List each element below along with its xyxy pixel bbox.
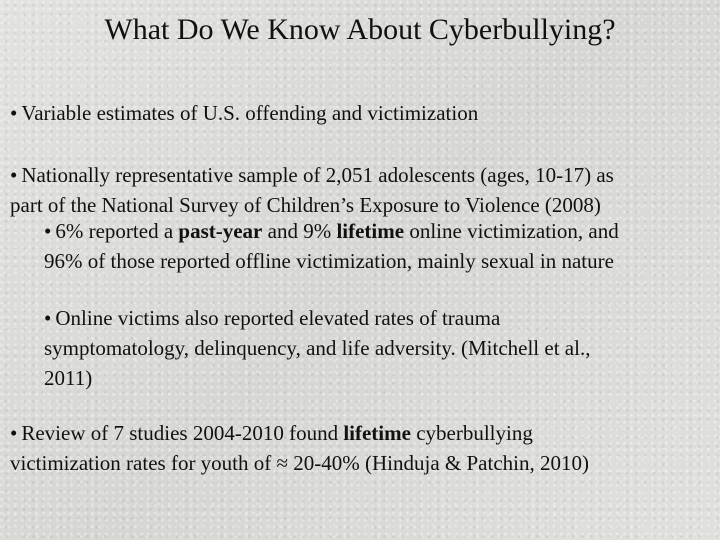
text-segment: 6% reported a — [55, 219, 179, 243]
bullet-variable-estimates — [10, 98, 710, 128]
bullet-text-line2: part of the National Survey of Children’s Exposure to Violence (2008) — [10, 193, 601, 217]
bullet-dot: • — [44, 306, 52, 330]
bullet-text: Variable estimates of U.S. offending and victimization — [21, 101, 479, 125]
bullet-review-studies — [10, 418, 710, 478]
emphasis-lifetime: lifetime — [336, 219, 405, 243]
slide-title: What Do We Know About Cyberbullying? — [104, 13, 616, 46]
subbullet-victimization-rates — [44, 216, 710, 276]
text-segment: cyberbullying — [410, 421, 533, 445]
text-segment: and 9% — [262, 219, 337, 243]
emphasis-past-year: past-year — [178, 219, 263, 243]
bullet-dot: • — [10, 101, 18, 125]
bullet-dot: • — [10, 421, 18, 445]
bullet-dot: • — [44, 219, 52, 243]
bullet-text-line1: Online victims also reported elevated rates of trauma — [55, 306, 501, 330]
text-segment: online victimization, and — [404, 219, 619, 243]
subbullet-online-victims — [44, 303, 710, 393]
bullet-national-sample — [10, 160, 710, 220]
bullet-text-line1: Nationally representative sample of 2,051 adolescents (ages, 10-17) as — [21, 163, 614, 187]
text-segment: Review of 7 studies 2004-2010 found — [21, 421, 344, 445]
bullet-text-line2: 96% of those reported offline victimization, mainly sexual in nature — [44, 249, 614, 273]
bullet-dot: • — [10, 163, 18, 187]
emphasis-lifetime: lifetime — [343, 421, 411, 445]
bullet-text-line2: symptomatology, delinquency, and life adversity. (Mitchell et al., — [44, 336, 591, 360]
bullet-text-line3: 2011) — [44, 366, 93, 390]
bullet-text-line2: victimization rates for youth of ≈ 20-40% (Hinduja & Patchin, 2010) — [10, 451, 589, 475]
